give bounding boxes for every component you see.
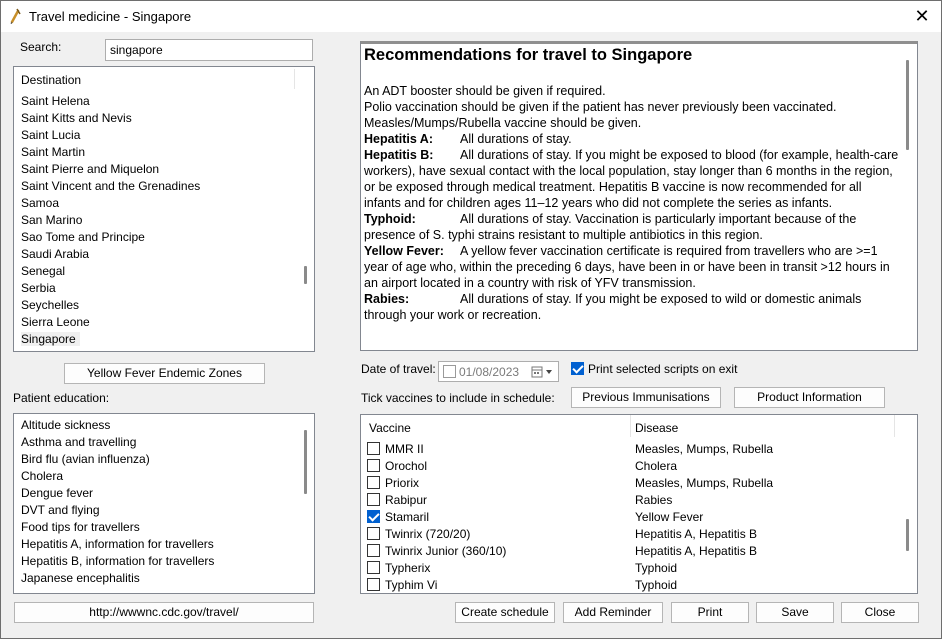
disease-recommendation bbox=[364, 147, 900, 211]
disease-recommendation bbox=[364, 291, 900, 323]
close-button[interactable]: Close bbox=[841, 602, 919, 623]
vaccines-label: Tick vaccines to include in schedule: bbox=[361, 391, 555, 405]
vaccine-disease: Rabies bbox=[635, 493, 673, 507]
education-scrollbar[interactable] bbox=[304, 430, 307, 494]
education-item[interactable]: Japanese encephalitis bbox=[21, 571, 140, 585]
vaccine-name: Orochol bbox=[385, 459, 428, 473]
education-item[interactable]: Cholera bbox=[21, 469, 64, 483]
disease-recommendation bbox=[364, 211, 900, 243]
cdc-link-button[interactable]: http://wwwnc.cdc.gov/travel/ bbox=[14, 602, 314, 623]
vaccine-name: Twinrix Junior (360/10) bbox=[385, 544, 507, 558]
vaccine-name: Twinrix (720/20) bbox=[385, 527, 471, 541]
disease-name: Hepatitis A: bbox=[364, 132, 433, 146]
patient-education-label: Patient education: bbox=[13, 391, 110, 405]
vaccine-row[interactable] bbox=[361, 441, 901, 458]
column-divider bbox=[894, 415, 895, 437]
column-header-vaccine: Vaccine bbox=[369, 421, 411, 435]
disease-name: Rabies: bbox=[364, 292, 410, 306]
disease-advice: A yellow fever vaccination certificate is required from travellers who are >=1 year of age who, within the preceding 6 days, have been in or have been in transit >12 hours in an airport located in a country with risk of YFV transmission. bbox=[364, 244, 890, 290]
education-item[interactable]: Asthma and travelling bbox=[21, 435, 137, 449]
header-divider bbox=[294, 69, 295, 89]
vaccine-row[interactable] bbox=[361, 458, 901, 475]
vaccine-checkbox[interactable] bbox=[367, 493, 380, 506]
vaccine-disease: Hepatitis A, Hepatitis B bbox=[635, 527, 758, 541]
disease-recommendation bbox=[364, 243, 900, 291]
date-enabled-checkbox[interactable] bbox=[443, 365, 456, 378]
disease-advice: All durations of stay. bbox=[460, 132, 572, 146]
destination-item[interactable]: Saint Lucia bbox=[21, 128, 81, 142]
vaccine-scrollbar[interactable] bbox=[906, 519, 909, 551]
vaccine-disease: Typhoid bbox=[635, 578, 678, 592]
column-divider bbox=[630, 415, 631, 437]
dialog-body bbox=[1, 32, 941, 638]
disease-name: Hepatitis B: bbox=[364, 148, 434, 162]
vaccine-name: Stamaril bbox=[385, 510, 430, 524]
vaccine-row[interactable] bbox=[361, 526, 901, 543]
education-item[interactable]: Dengue fever bbox=[21, 486, 94, 500]
vaccine-checkbox[interactable] bbox=[367, 561, 380, 574]
vaccine-checkbox[interactable] bbox=[367, 476, 380, 489]
vaccine-disease: Measles, Mumps, Rubella bbox=[635, 442, 774, 456]
recommendations-scrollbar[interactable] bbox=[906, 60, 909, 150]
add-reminder-button[interactable]: Add Reminder bbox=[563, 602, 663, 623]
destination-item[interactable]: Sierra Leone bbox=[21, 315, 90, 329]
education-item[interactable]: Hepatitis B, information for travellers bbox=[21, 554, 215, 568]
education-item[interactable]: Food tips for travellers bbox=[21, 520, 140, 534]
destination-item[interactable]: Saint Vincent and the Grenadines bbox=[21, 179, 201, 193]
destination-header: Destination bbox=[21, 73, 82, 87]
vaccine-checkbox[interactable] bbox=[367, 578, 380, 591]
close-icon[interactable]: ✕ bbox=[914, 6, 930, 26]
save-button[interactable]: Save bbox=[756, 602, 834, 623]
recommendation-line: Polio vaccination should be given if the patient has never previously been vaccinated. bbox=[364, 100, 837, 114]
previous-immunisations-button[interactable]: Previous Immunisations bbox=[571, 387, 721, 408]
education-item[interactable]: DVT and flying bbox=[21, 503, 100, 517]
vaccine-disease: Measles, Mumps, Rubella bbox=[635, 476, 774, 490]
vaccine-disease: Yellow Fever bbox=[635, 510, 704, 524]
create-schedule-button[interactable]: Create schedule bbox=[455, 602, 555, 623]
recommendation-line: An ADT booster should be given if required. bbox=[364, 84, 606, 98]
vaccine-row[interactable] bbox=[361, 509, 901, 526]
title-bar bbox=[1, 1, 941, 32]
vaccine-checkbox[interactable] bbox=[367, 442, 380, 455]
vaccine-row[interactable] bbox=[361, 543, 901, 560]
destination-item[interactable]: Saudi Arabia bbox=[21, 247, 90, 261]
patient-education-list[interactable] bbox=[13, 413, 315, 594]
date-value: 01/08/2023 bbox=[459, 365, 520, 379]
disease-advice: All durations of stay. Vaccination is particularly important because of the presence of S. typhi strains resistant to multiple antibiotics in this region. bbox=[364, 212, 857, 242]
destination-item[interactable]: Saint Helena bbox=[21, 94, 90, 108]
disease-advice: All durations of stay. If you might be exposed to wild or domestic animals through your work or recreation. bbox=[364, 292, 862, 322]
education-item[interactable]: Altitude sickness bbox=[21, 418, 111, 432]
vaccine-name: Rabipur bbox=[385, 493, 428, 507]
destination-item[interactable]: Saint Kitts and Nevis bbox=[21, 111, 132, 125]
destination-item[interactable]: Seychelles bbox=[21, 298, 80, 312]
print-button[interactable]: Print bbox=[671, 602, 749, 623]
disease-recommendation bbox=[364, 131, 900, 147]
disease-advice: All durations of stay. If you might be exposed to blood (for example, health-care workers), have sexual contact with the local population, stay longer than 6 months in the region, or be exposed through medical treatment. Hepatitis B vaccine is now recommended for all infants and for children ages 11–12 years who did not complete the series as infants. bbox=[364, 148, 899, 210]
vaccine-disease: Typhoid bbox=[635, 561, 678, 575]
column-header-disease: Disease bbox=[635, 421, 679, 435]
disease-name: Typhoid: bbox=[364, 212, 416, 226]
destination-item[interactable]: Senegal bbox=[21, 264, 66, 278]
education-item[interactable]: Hepatitis A, information for travellers bbox=[21, 537, 214, 551]
calendar-dropdown-icon[interactable] bbox=[531, 365, 555, 379]
date-of-travel-label: Date of travel: bbox=[361, 362, 436, 376]
education-item[interactable]: Bird flu (avian influenza) bbox=[21, 452, 150, 466]
vaccine-name: Typhim Vi bbox=[385, 578, 438, 592]
vaccine-checkbox[interactable] bbox=[367, 544, 380, 557]
print-scripts-checkbox[interactable] bbox=[571, 362, 584, 375]
window-title: Travel medicine - Singapore bbox=[29, 9, 192, 24]
vaccine-name: Typherix bbox=[385, 561, 431, 575]
vaccine-disease: Cholera bbox=[635, 459, 678, 473]
destination-item[interactable]: Samoa bbox=[21, 196, 60, 210]
vaccine-row[interactable] bbox=[361, 560, 901, 577]
vaccine-checkbox[interactable] bbox=[367, 527, 380, 540]
destination-item[interactable]: Saint Martin bbox=[21, 145, 86, 159]
recommendations-title: Recommendations for travel to Singapore bbox=[364, 46, 693, 64]
destination-item[interactable]: San Marino bbox=[21, 213, 83, 227]
vaccine-checkbox[interactable] bbox=[367, 459, 380, 472]
product-information-button[interactable]: Product Information bbox=[734, 387, 885, 408]
destination-scrollbar[interactable] bbox=[304, 266, 307, 284]
destination-item[interactable]: Serbia bbox=[21, 281, 56, 295]
recommendations-content bbox=[364, 45, 900, 323]
destination-item[interactable]: Saint Pierre and Miquelon bbox=[21, 162, 160, 176]
search-label: Search: bbox=[20, 40, 62, 54]
destination-item[interactable]: Sao Tome and Principe bbox=[21, 230, 145, 244]
syringe-icon bbox=[10, 8, 22, 24]
vaccine-disease: Hepatitis A, Hepatitis B bbox=[635, 544, 758, 558]
recommendations-panel[interactable] bbox=[360, 41, 918, 351]
vaccine-checkbox[interactable] bbox=[367, 510, 380, 523]
destination-item[interactable]: Singapore bbox=[21, 332, 80, 346]
vaccine-row[interactable] bbox=[361, 492, 901, 509]
recommendation-line: Measles/Mumps/Rubella vaccine should be given. bbox=[364, 116, 642, 130]
vaccine-row[interactable] bbox=[361, 577, 901, 594]
vaccine-name: MMR II bbox=[385, 442, 424, 456]
yellow-fever-zones-button[interactable]: Yellow Fever Endemic Zones bbox=[64, 363, 265, 384]
destination-list[interactable] bbox=[13, 66, 315, 352]
date-of-travel-picker[interactable] bbox=[438, 361, 559, 382]
search-input[interactable] bbox=[105, 39, 313, 61]
vaccine-name: Priorix bbox=[385, 476, 420, 490]
vaccine-table[interactable] bbox=[360, 414, 918, 594]
disease-name: Yellow Fever: bbox=[364, 244, 444, 258]
vaccine-row[interactable] bbox=[361, 475, 901, 492]
print-scripts-label: Print selected scripts on exit bbox=[588, 362, 738, 376]
